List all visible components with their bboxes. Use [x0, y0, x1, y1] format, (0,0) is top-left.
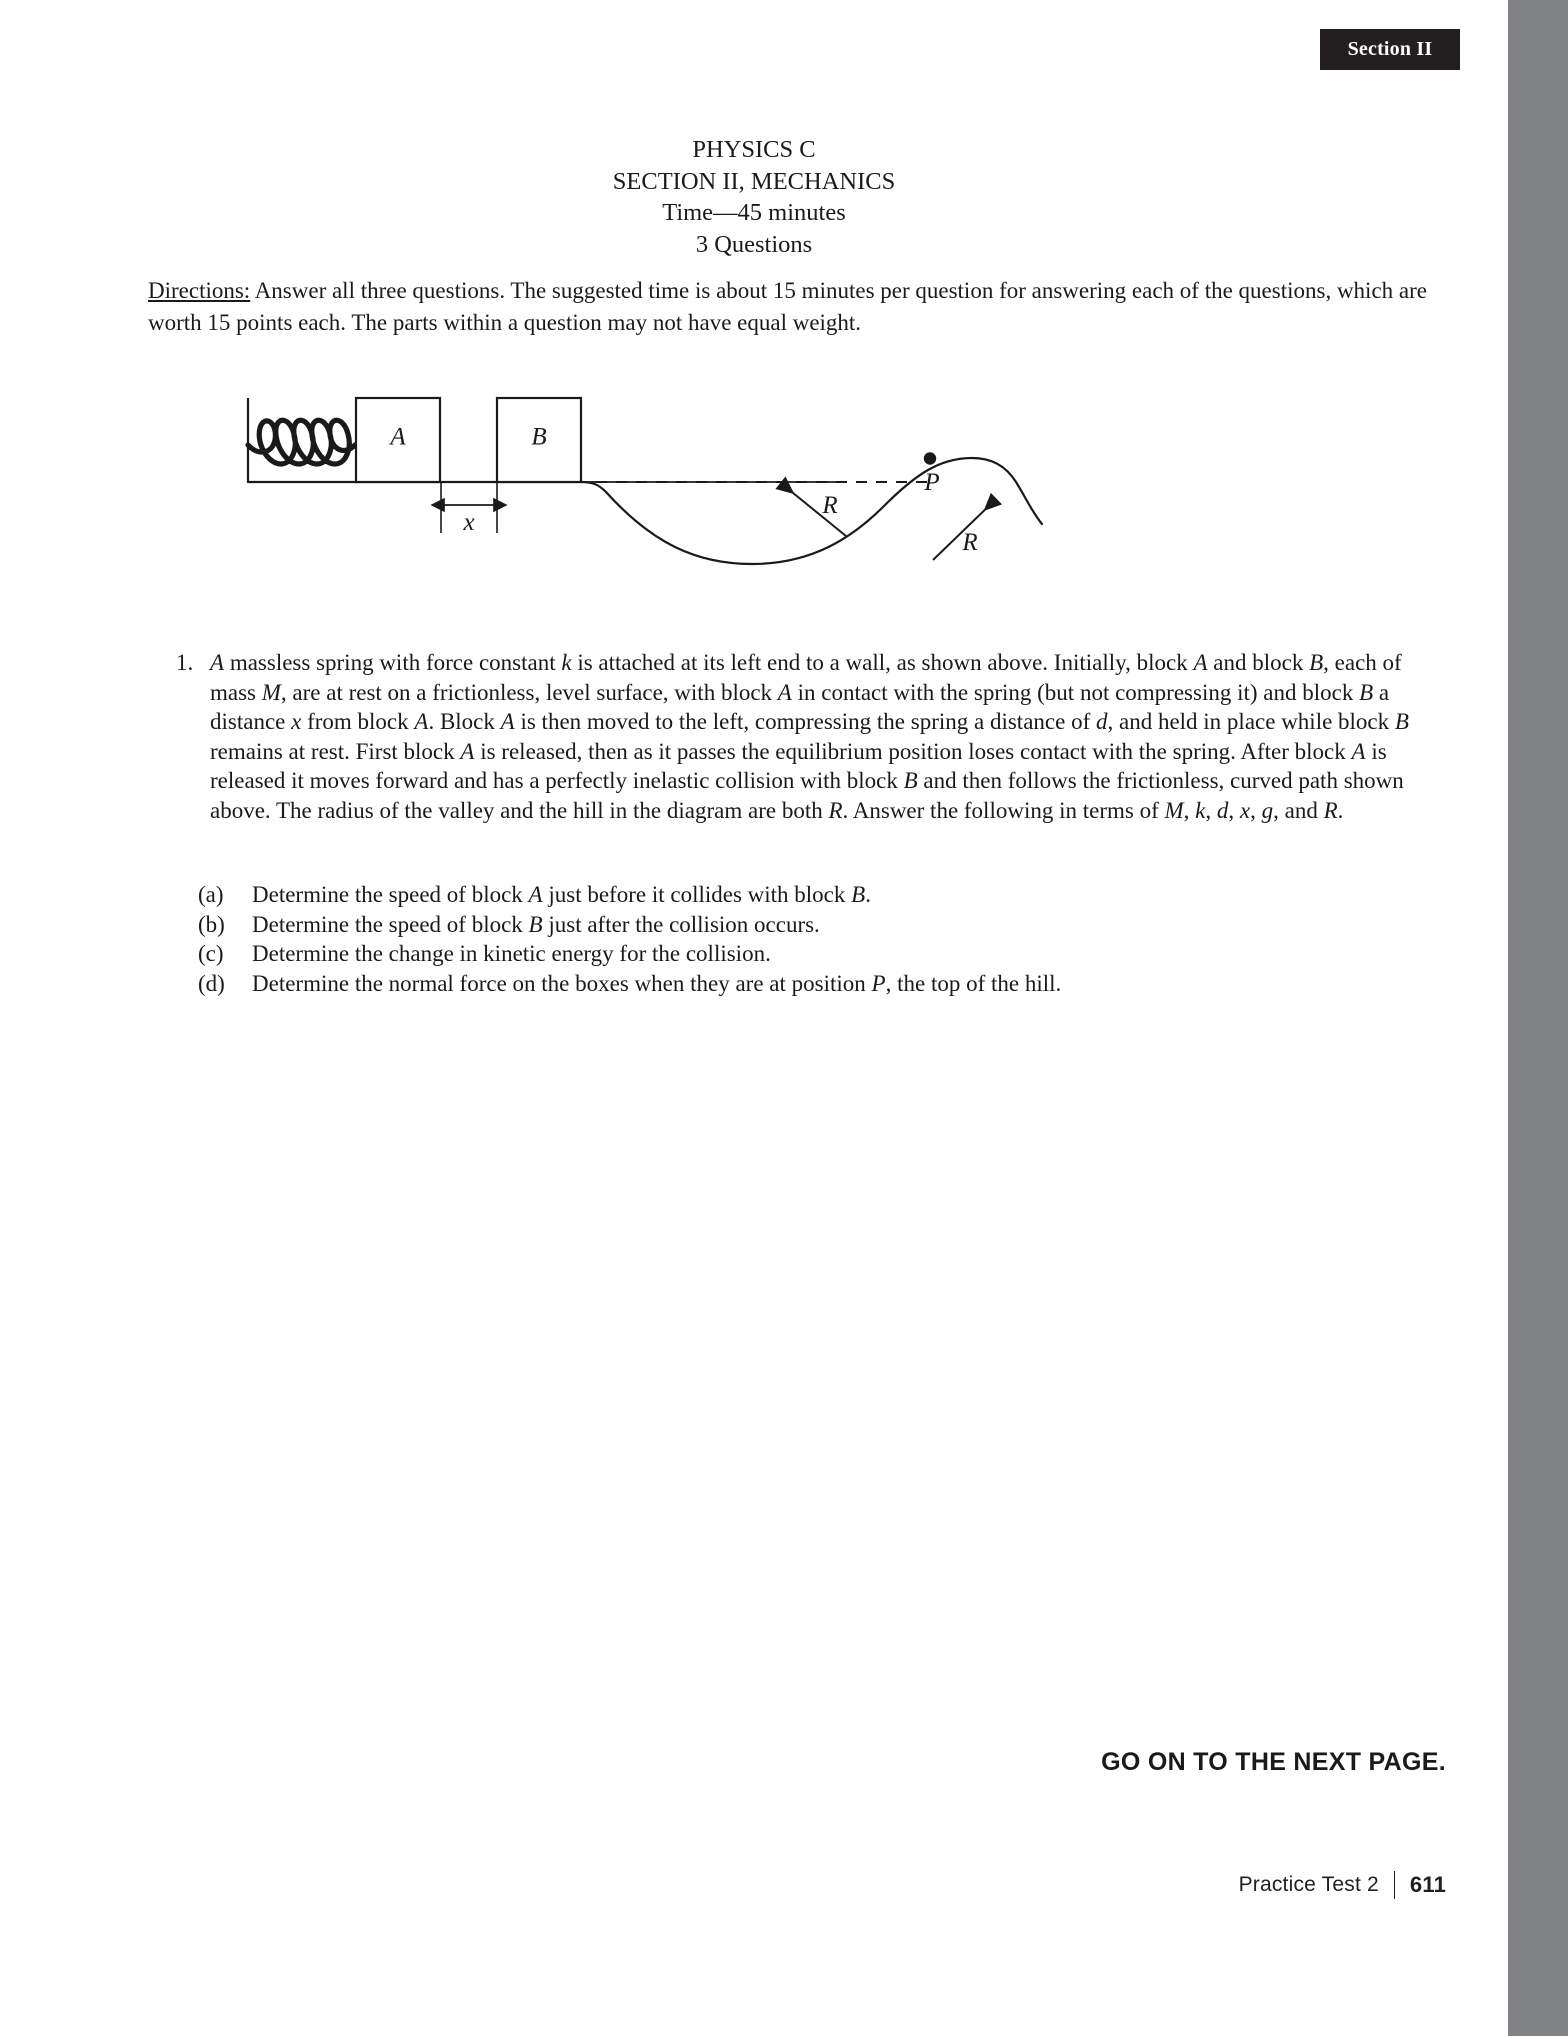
directions-label: Directions: — [148, 278, 251, 303]
practice-test-label: Practice Test 2 — [1238, 1873, 1379, 1896]
question-text: A massless spring with force constant k is attached at its left end to a wall, as shown above. Initially, block A and block B, each of mass M, are at rest on a frictionless, level surface, with block A in contact with the spring (but not compressing it) and block B a distance x from block A. Block A is then moved to the left, compressing the spring a distance of d, and held in place while block B remains at rest. First block A is released, then as it passes the equilibrium position loses contact with the spring. After block A is released it moves forward and has a perfectly inelastic collision with block B and then follows the frictionless, curved path shown above. The radius of the valley and the hill in the diagram are both R. Answer the following in terms of M, k, d, x, g, and R. — [210, 650, 1409, 823]
page-footer — [0, 1871, 1446, 1899]
point-p-dot — [924, 452, 936, 464]
directions-paragraph — [148, 275, 1436, 339]
hill-radius-label: R — [962, 529, 978, 556]
figure-spring-blocks-track — [140, 370, 1400, 590]
heading-line-questions: 3 Questions — [695, 230, 813, 258]
subpart-c-label: (c) — [198, 941, 224, 966]
block-a-label: A — [390, 423, 406, 451]
heading-line-section: SECTION II, MECHANICS — [612, 167, 896, 195]
subpart-c — [198, 939, 1298, 969]
subpart-a — [198, 880, 1298, 910]
exam-heading — [0, 134, 1508, 260]
valley-radius-label: R — [822, 492, 838, 519]
subpart-b-text: Determine the speed of block B just after the collision occurs. — [252, 911, 820, 937]
page-number: 611 — [1409, 1872, 1446, 1897]
subpart-b-label: (b) — [198, 911, 225, 937]
point-p-label: P — [924, 469, 940, 496]
subpart-a-label: (a) — [198, 882, 224, 907]
subpart-c-text: Determine the change in kinetic energy for the collision. — [252, 941, 771, 966]
directions-text: Answer all three questions. The suggested time is about 15 minutes per question for answering each of the questions, which are worth 15 points each. The parts within a question may not have equal weight. — [148, 278, 1427, 335]
heading-line-subject: PHYSICS C — [692, 136, 816, 163]
subpart-d-text: Determine the normal force on the boxes when they are at position P, the top of the hill. — [252, 970, 1062, 996]
question-subparts — [198, 880, 1298, 998]
gutter-bar — [1508, 0, 1568, 2036]
block-b-label: B — [531, 423, 547, 451]
heading-line-time: Time—45 minutes — [662, 199, 846, 226]
subpart-a-text: Determine the speed of block A just before it collides with block B. — [252, 882, 871, 907]
footer-divider — [1394, 1871, 1395, 1899]
dimension-x-label: x — [463, 509, 475, 536]
question-1 — [176, 648, 1438, 825]
go-on-notice: GO ON TO THE NEXT PAGE. — [1101, 1748, 1446, 1776]
subpart-d — [198, 969, 1298, 999]
subpart-d-label: (d) — [198, 970, 225, 996]
section-badge: Section II — [1320, 29, 1460, 70]
subpart-b — [198, 910, 1298, 940]
question-number: 1. — [176, 650, 194, 675]
spring-coil — [248, 420, 355, 464]
